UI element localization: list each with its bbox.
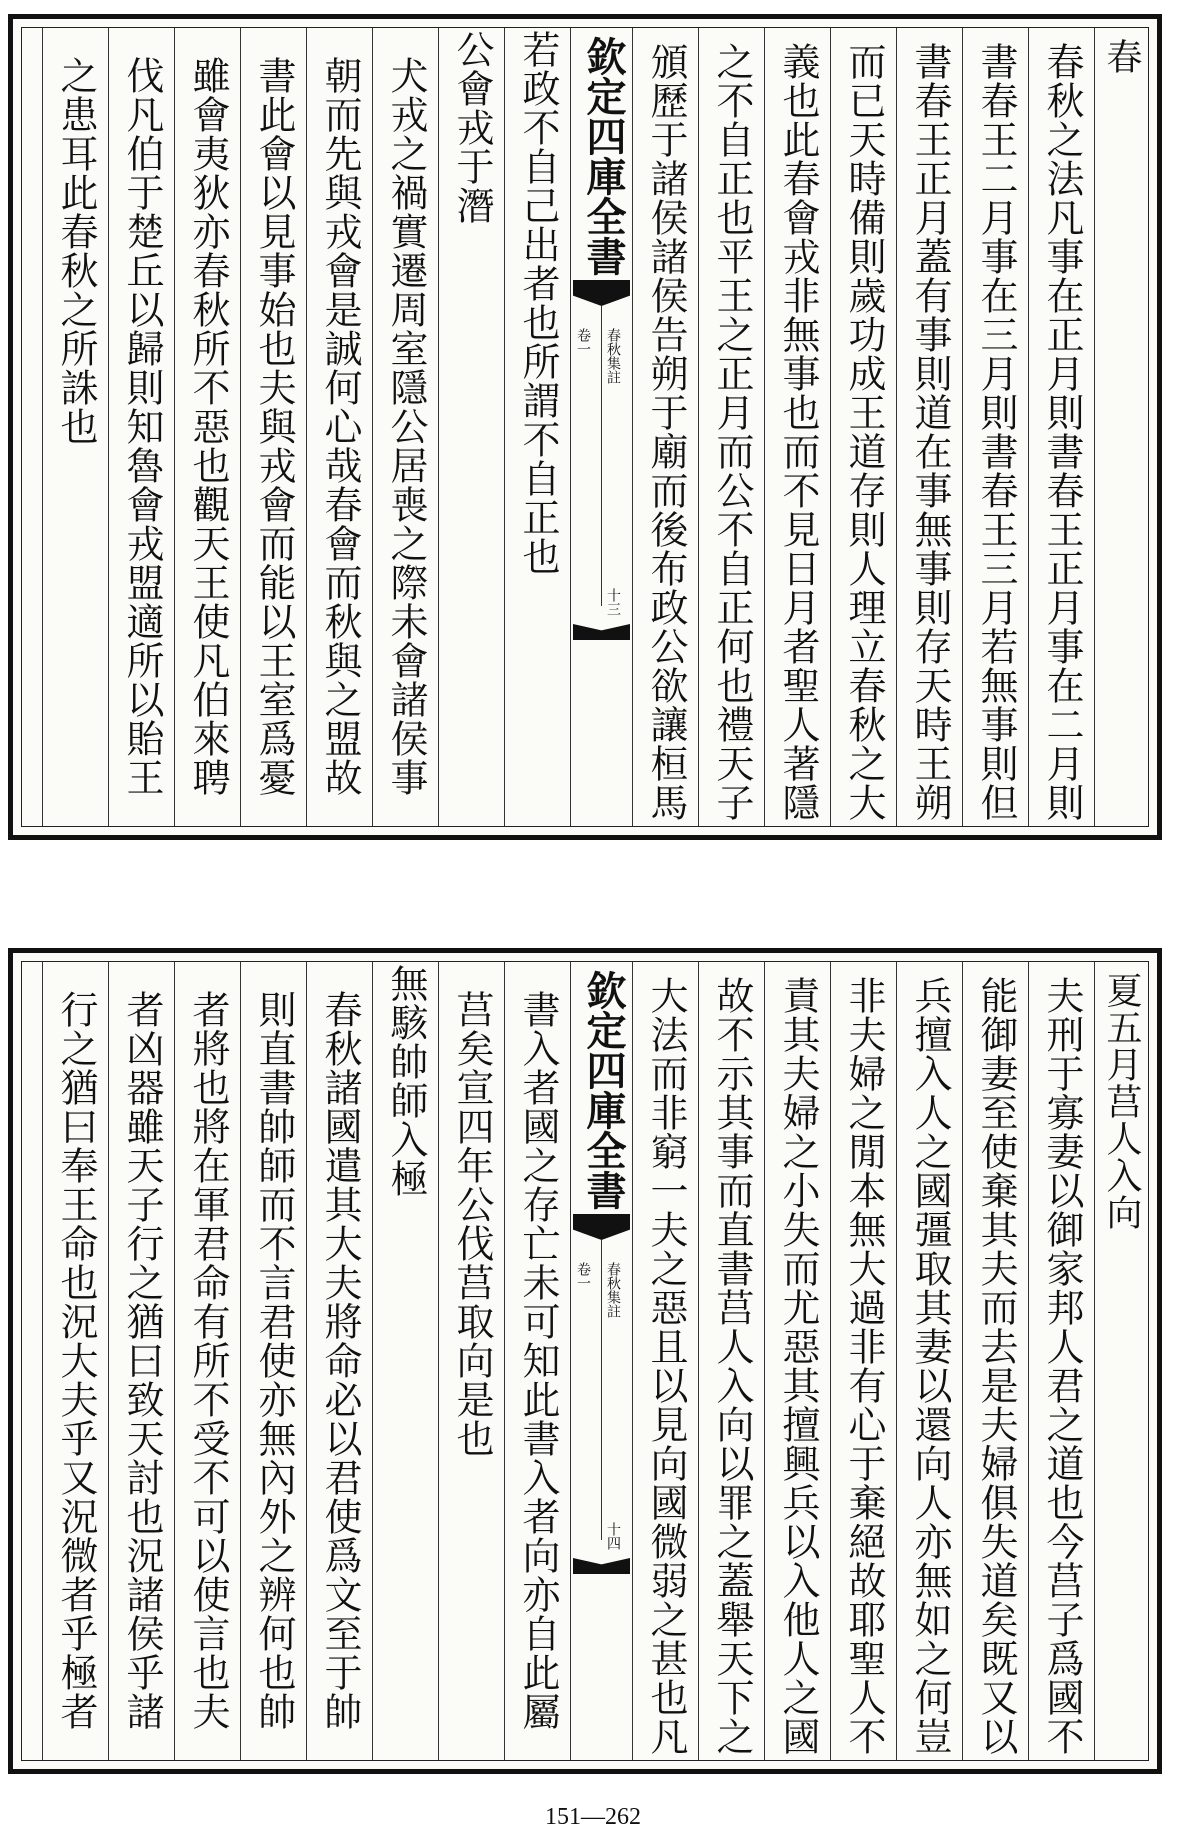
text-column: 犬戎之禍實遷周室隱公居喪之際未會諸侯事 <box>372 28 438 826</box>
text-column: 大法而非窮一夫之惡且以見向國微弱之甚也凡 <box>632 962 698 1760</box>
collection-title: 欽定四庫全書 <box>580 970 627 1210</box>
text-column: 兵擅入人之國彊取其妻以還向人亦無如之何豈 <box>896 962 962 1760</box>
fold-line <box>601 306 602 606</box>
text-column: 義也此春會戎非無事也而不見日月者聖人著隱 <box>764 28 830 826</box>
text-column: 書春王二月事在三月則書春王三月若無事則但 <box>962 28 1028 826</box>
text-column: 朝而先與戎會是誠何心哉春會而秋與之盟故 <box>306 28 372 826</box>
page-top-frame <box>21 27 1149 827</box>
page-bottom <box>8 948 1162 1774</box>
fish-tail-mark-top <box>573 280 630 306</box>
text-column: 則直書帥師而不言君使亦無內外之辨何也帥 <box>240 962 306 1760</box>
entry-heading: 無駭帥師入極 <box>372 962 438 1760</box>
text-column: 能御妻至使棄其夫而去是夫婦俱失道矣既又以 <box>962 962 1028 1760</box>
page-number: 十三 <box>605 588 621 616</box>
page-top <box>8 14 1162 840</box>
center-fold <box>570 28 632 826</box>
fish-tail-mark-bottom <box>573 1558 630 1574</box>
text-column: 之不自正也平王之正月而公不自正何也禮天子 <box>698 28 764 826</box>
text-column: 者凶器雖天子行之猶曰致天討也況諸侯乎諸 <box>108 962 174 1760</box>
text-column: 莒矣宣四年公伐莒取向是也 <box>438 962 504 1760</box>
text-column: 書此會以見事始也夫與戎會而能以王室爲憂 <box>240 28 306 826</box>
fold-line <box>601 1240 602 1540</box>
volume-label: 卷一 <box>575 328 591 356</box>
center-fold <box>570 962 632 1760</box>
text-column: 非夫婦之閒本無大過非有心于棄絕故耶聖人不 <box>830 962 896 1760</box>
book-title: 春秋集註 <box>605 328 621 384</box>
text-column: 書入者國之存亡未可知此書入者向亦自此屬 <box>504 962 570 1760</box>
fish-tail-mark-bottom <box>573 624 630 640</box>
text-column: 書春王正月蓋有事則道在事無事則存天時王朔 <box>896 28 962 826</box>
text-column: 頒歷于諸侯諸侯告朔于廟而後布政公欲讓桓馬 <box>632 28 698 826</box>
text-column: 若政不自己出者也所謂不自正也 <box>504 28 570 826</box>
text-column: 故不示其事而直書莒人入向以罪之蓋舉天下之 <box>698 962 764 1760</box>
entry-heading: 公會戎于潛 <box>438 28 504 826</box>
text-column: 雖會夷狄亦春秋所不惡也觀天王使凡伯來聘 <box>174 28 240 826</box>
text-column: 而已天時備則歲功成王道存則人理立春秋之大 <box>830 28 896 826</box>
text-column: 之患耳此春秋之所誅也 <box>42 28 108 826</box>
collection-title: 欽定四庫全書 <box>580 36 627 276</box>
text-column: 春秋之法凡事在正月則書春王正月事在二月則 <box>1028 28 1094 826</box>
text-column: 責其夫婦之小失而尤惡其擅興兵以入他人之國 <box>764 962 830 1760</box>
text-column: 春秋諸國遣其大夫將命必以君使爲文至于帥 <box>306 962 372 1760</box>
entry-heading: 夏五月莒人入向 <box>1094 962 1148 1760</box>
text-column: 伐凡伯于楚丘以歸則知魯會戎盟適所以貽王 <box>108 28 174 826</box>
text-column: 者將也將在軍君命有所不受不可以使言也夫 <box>174 962 240 1760</box>
text-column: 夫刑于寡妻以御家邦人君之道也今莒子爲國不 <box>1028 962 1094 1760</box>
footer-page-number: 151—262 <box>545 1804 641 1830</box>
fish-tail-mark-top <box>573 1214 630 1240</box>
season-label: 春 <box>1094 28 1148 826</box>
book-title: 春秋集註 <box>605 1262 621 1318</box>
page-number: 十四 <box>605 1522 621 1550</box>
text-column: 行之猶曰奉王命也況大夫乎又況微者乎極者 <box>42 962 108 1760</box>
page-bottom-frame <box>21 961 1149 1761</box>
volume-label: 卷一 <box>575 1262 591 1290</box>
